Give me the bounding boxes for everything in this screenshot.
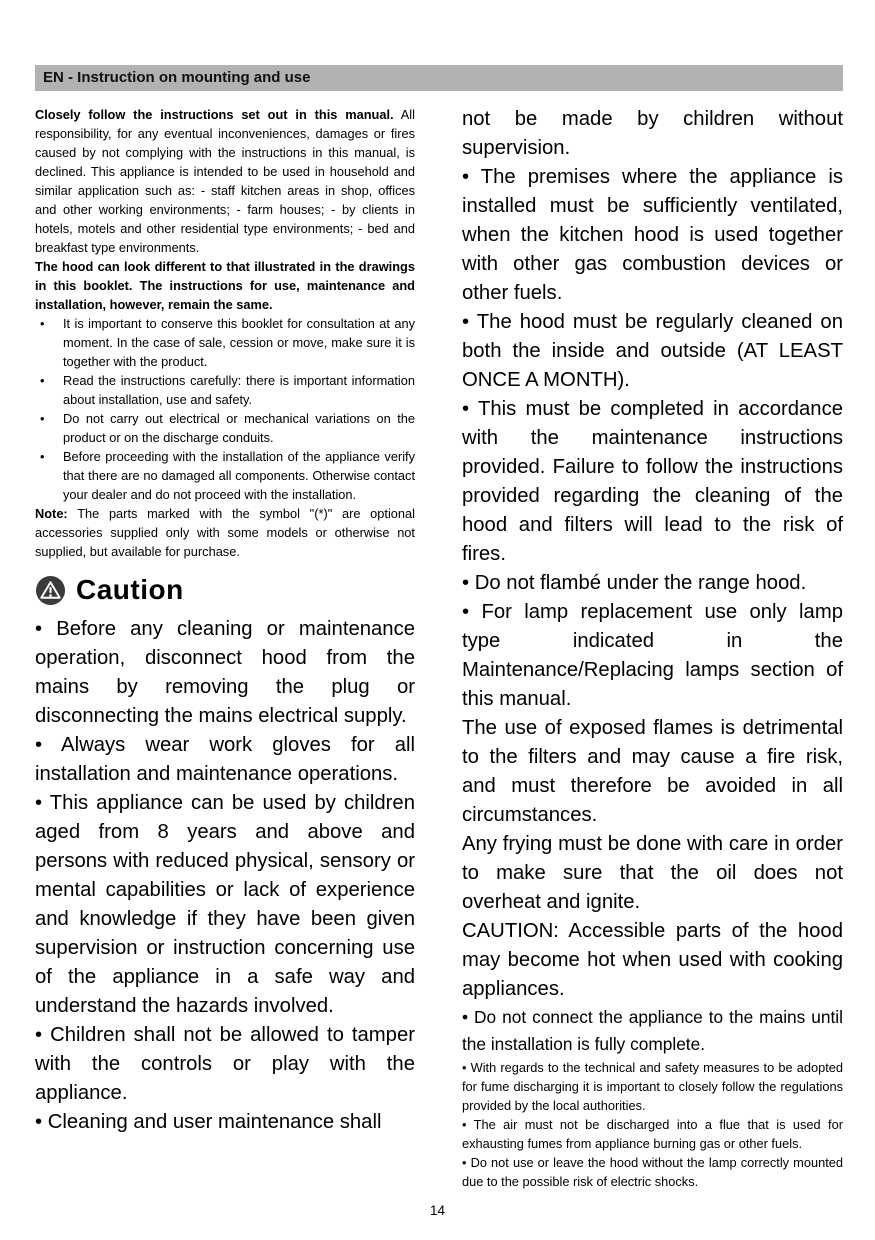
list-item-text: It is important to conserve this booklet for consultation at any moment. In the case of sale, cession or move, make sure it is together with the product. xyxy=(63,316,415,369)
note-label: Note: xyxy=(35,506,68,521)
note-paragraph xyxy=(35,504,415,561)
section-header xyxy=(35,65,843,91)
bullet-marker: • xyxy=(40,449,45,464)
list-item-text: Read the instructions carefully: there is important information about installation, use and safety. xyxy=(63,373,415,407)
caution-title: Caution xyxy=(76,574,184,605)
caution-paragraph: • Always wear work gloves for all installation and maintenance operations. xyxy=(35,734,415,785)
safety-note-paragraph: • The air must not be discharged into a flue that is used for exhausting fumes from appliance burning gas or other fuels. xyxy=(462,1117,843,1151)
warning-icon xyxy=(35,575,66,606)
caution-paragraph: • The premises where the appliance is installed must be sufficiently ventilated, when the kitchen hood is used together with other gas combustion devices or other fuels. xyxy=(462,166,843,304)
list-item xyxy=(35,314,415,371)
caution-paragraph: • Cleaning and user maintenance shall xyxy=(35,1111,382,1133)
hood-note-paragraph: The hood can look different to that illustrated in the drawings in this booklet. The instructions for use, maintenance and installation, however, remain the same. xyxy=(35,259,415,312)
safety-note-paragraph: • With regards to the technical and safety measures to be adopted for fume discharging it is important to closely follow the regulations provided by the local authorities. xyxy=(462,1060,843,1113)
bullet-marker: • xyxy=(40,411,45,426)
caution-paragraph: • This must be completed in accordance with the maintenance instructions provided. Failure to follow the instructions provided regarding the cleaning of the hood and filters will lead to the risk of fires. xyxy=(462,398,843,565)
caution-paragraph: Any frying must be done with care in order to make sure that the oil does not overheat and ignite. xyxy=(462,833,843,913)
caution-paragraph: • For lamp replacement use only lamp type indicated in the Maintenance/Replacing lamps section of this manual. xyxy=(462,601,843,710)
list-item xyxy=(35,371,415,409)
caution-paragraph: • The hood must be regularly cleaned on both the inside and outside (AT LEAST ONCE A MONTH). xyxy=(462,311,843,391)
bullet-marker: • xyxy=(40,373,45,388)
right-column xyxy=(462,105,843,1191)
caution-paragraph: not be made by children without supervision. xyxy=(462,108,843,159)
caution-paragraph: • Do not flambé under the range hood. xyxy=(462,572,807,594)
caution-paragraph: The use of exposed flames is detrimental to the filters and may cause a fire risk, and must therefore be avoided in all circumstances. xyxy=(462,717,843,826)
two-column-layout xyxy=(35,105,843,1191)
caution-heading xyxy=(35,574,415,606)
list-item xyxy=(35,447,415,504)
safety-note-paragraph: • Do not use or leave the hood without the lamp correctly mounted due to the possible risk of electric shocks. xyxy=(462,1155,843,1189)
bullet-marker: • xyxy=(40,316,45,331)
intro-body-text: All responsibility, for any eventual inconveniences, damages or fires caused by not complying with the instructions in this manual, is declined. This appliance is intended to be used in household and similar application such as: - staff kitchen areas in shop, offices and other working environments; - farm houses; - by clients in hotels, motels and other residential type environments; - bed and breakfast type environments. xyxy=(35,107,415,255)
list-item-text: Before proceeding with the installation of the appliance verify that there are no damaged all components. Otherwise contact your dealer and do not proceed with the installation. xyxy=(63,449,415,502)
caution-paragraph: • This appliance can be used by children aged from 8 years and above and persons with reduced physical, sensory or mental capabilities or lack of experience and knowledge if they have been given supervision or instruction concerning use of the appliance in a safe way and understand the hazards involved. xyxy=(35,792,415,1017)
intro-bold-text: Closely follow the instructions set out in this manual. xyxy=(35,107,394,122)
instruction-bullet-list xyxy=(35,314,415,504)
caution-paragraph: • Do not connect the appliance to the mains until the installation is fully complete. xyxy=(462,1007,843,1054)
caution-paragraph: • Children shall not be allowed to tamper with the controls or play with the appliance. xyxy=(35,1024,415,1104)
intro-paragraph xyxy=(35,105,415,257)
caution-paragraph: • Before any cleaning or maintenance operation, disconnect hood from the mains by removing the plug or disconnecting the mains electrical supply. xyxy=(35,618,415,727)
note-text: The parts marked with the symbol "(*)" are optional accessories supplied only with some models or otherwise not supplied, but available for purchase. xyxy=(35,506,416,559)
left-column xyxy=(35,105,415,1191)
list-item xyxy=(35,409,415,447)
section-header-text: EN - Instruction on mounting and use xyxy=(43,69,311,86)
list-item-text: Do not carry out electrical or mechanical variations on the product or on the discharge conduits. xyxy=(63,411,415,445)
page-number: 14 xyxy=(429,1203,446,1218)
caution-paragraph: CAUTION: Accessible parts of the hood may become hot when used with cooking appliances. xyxy=(462,920,843,1000)
